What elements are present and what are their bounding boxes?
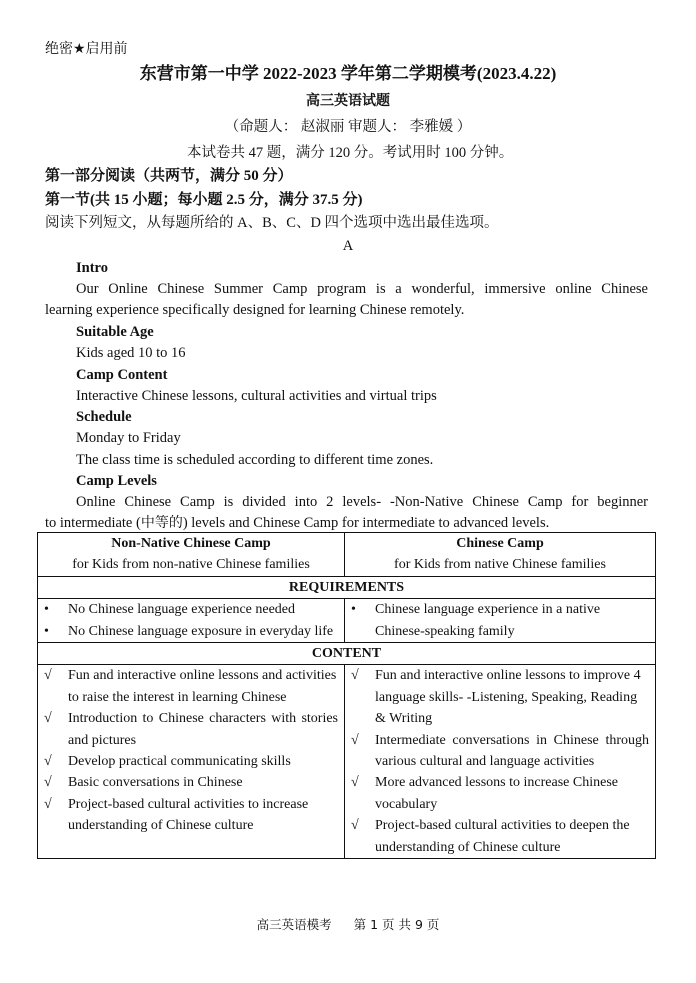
list-item: √ Fun and interactive online lessons to improve 4 language skills- -Listening, Speaking, Reading & Writing	[351, 665, 649, 729]
list-item: √ Develop practical communicating skills	[44, 751, 338, 772]
list-item: • No Chinese language exposure in everyday life	[44, 623, 334, 639]
content-col2	[345, 665, 656, 859]
list-item: √ Project-based cultural activities to increase understanding of Chinese culture	[44, 794, 338, 837]
schedule-text: The class time is scheduled according to different time zones.	[76, 452, 434, 468]
levels-heading: Camp Levels	[76, 473, 157, 489]
schedule-heading: Schedule	[76, 409, 132, 425]
col2-header	[345, 533, 656, 577]
requirements-col1	[38, 599, 345, 643]
list-item: √ Intermediate conversations in Chinese through various cultural and language activities	[351, 730, 649, 773]
requirements-label: REQUIREMENTS	[38, 576, 656, 598]
school-title: 东营市第一中学 2022-2023 学年第二学期模考(2023.4.22)	[139, 64, 557, 83]
list-item: • No Chinese language experience needed	[44, 602, 296, 618]
footer-page-info: 第 1 页 共 9 页	[353, 917, 440, 932]
check-icon: √	[44, 775, 52, 791]
check-icon: √	[351, 818, 359, 834]
camp-content-heading: Camp Content	[76, 367, 168, 383]
camp-content-text: Interactive Chinese lessons, cultural activities and virtual trips	[76, 388, 437, 404]
part-title: 第一部分阅读（共两节，满分 50 分）	[45, 168, 293, 184]
list-item: √ Basic conversations in Chinese	[44, 772, 338, 793]
age-text: Kids aged 10 to 16	[76, 345, 186, 361]
col2-title: Chinese Camp	[456, 536, 544, 551]
instructions: 阅读下列短文，从每题所给的 A、B、C、D 四个选项中选出最佳选项。	[45, 215, 499, 231]
section-title: 第一节(共 15 小题；每小题 2.5 分，满分 37.5 分)	[45, 192, 363, 208]
col1-title: Non-Native Chinese Camp	[111, 536, 271, 551]
page-footer	[0, 915, 696, 933]
intro-line-2: learning experience specifically designed for learning Chinese remotely.	[45, 302, 465, 318]
col1-header	[38, 533, 345, 577]
requirements-section-row	[38, 576, 656, 598]
intro-line-1: Our Online Chinese Summer Camp program is a wonderful, immersive online Chinese	[76, 281, 648, 297]
check-icon: √	[351, 775, 359, 791]
col2-subtitle: for Kids from native Chinese families	[394, 557, 606, 573]
check-icon: √	[44, 711, 52, 727]
levels-line-1: Online Chinese Camp is divided into 2 levels- -Non-Native Chinese Camp for beginner	[76, 494, 648, 510]
check-icon: √	[44, 796, 52, 812]
schedule-days: Monday to Friday	[76, 430, 181, 446]
check-icon: √	[351, 732, 359, 748]
authors-line: （命题人： 赵淑丽 审题人： 李雅媛 ）	[224, 119, 472, 135]
requirements-col2	[345, 599, 656, 643]
levels-line-2: to intermediate (中等的) levels and Chinese Camp for intermediate to advanced levels.	[45, 515, 550, 531]
list-item: √ More advanced lessons to increase Chinese vocabulary	[351, 772, 649, 815]
list-item: √ Introduction to Chinese characters with stories and pictures	[44, 708, 338, 751]
col1-subtitle: for Kids from non-native Chinese families	[72, 557, 310, 573]
content-section-row	[38, 643, 656, 665]
content-col1	[38, 665, 345, 859]
content-row	[38, 665, 656, 859]
age-heading: Suitable Age	[76, 324, 154, 340]
passage-label: A	[342, 238, 354, 254]
list-item: √ Fun and interactive online lessons and activities to raise the interest in learning Chinese	[44, 665, 338, 708]
content-label: CONTENT	[38, 643, 656, 665]
subject-title: 高三英语试题	[306, 93, 390, 109]
requirements-row	[38, 599, 656, 643]
list-item: • Chinese language experience in a native Chinese-speaking family	[351, 602, 601, 639]
check-icon: √	[44, 754, 52, 770]
confidential-label: 绝密★启用前	[45, 41, 128, 57]
intro-heading: Intro	[76, 260, 108, 276]
table-header-row	[38, 533, 656, 577]
check-icon: √	[351, 668, 359, 684]
exam-info: 本试卷共 47 题，满分 120 分。考试用时 100 分钟。	[187, 145, 514, 161]
camp-comparison-table	[37, 532, 656, 859]
list-item: √ Project-based cultural activities to deepen the understanding of Chinese culture	[351, 815, 649, 858]
footer-exam-name: 高三英语模考	[256, 917, 332, 932]
check-icon: √	[44, 668, 52, 684]
